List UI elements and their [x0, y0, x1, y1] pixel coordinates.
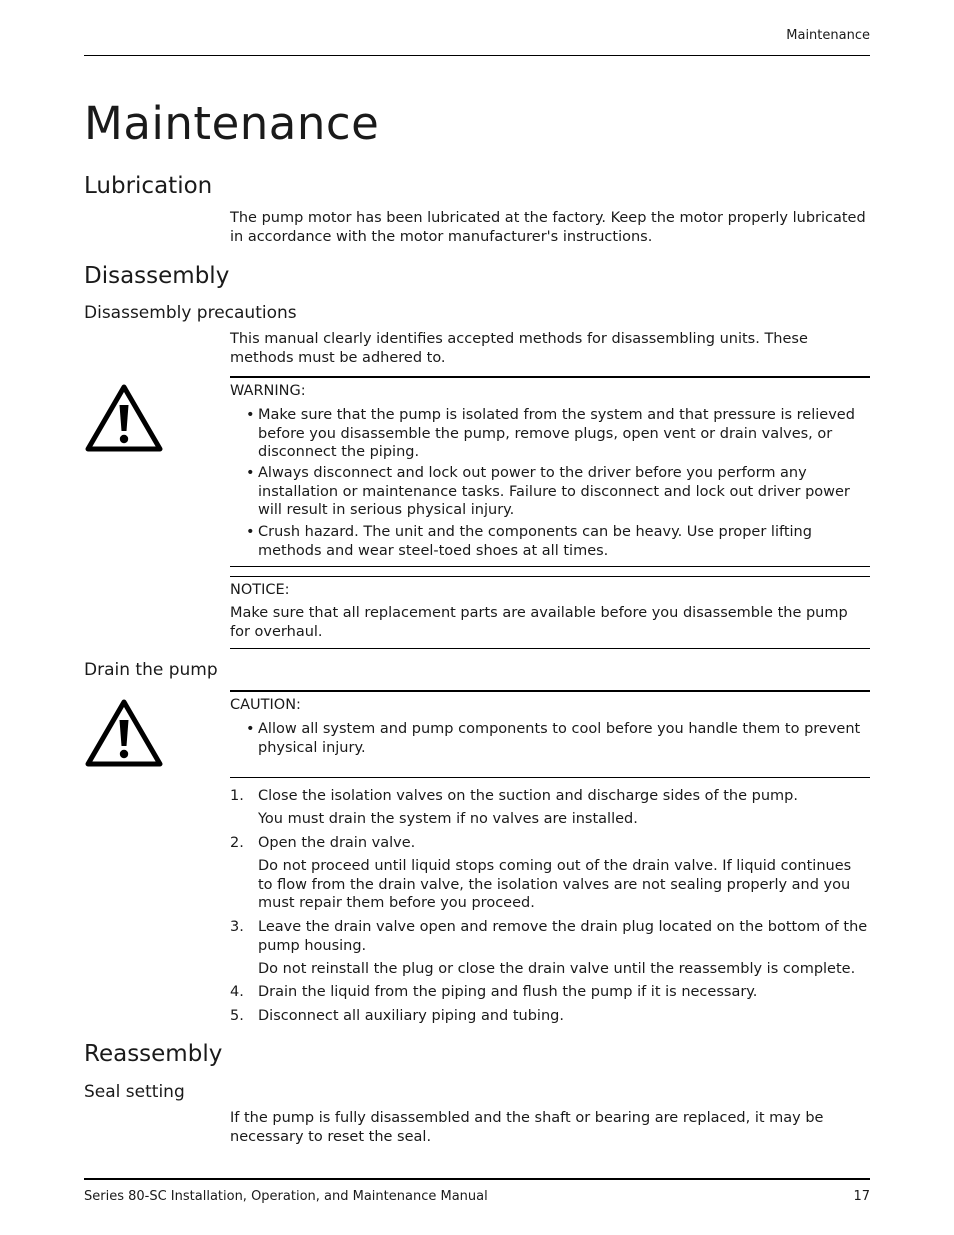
header-rule	[84, 55, 870, 56]
step-number: 2.	[230, 835, 244, 851]
caution-item-text: Allow all system and pump components to cool before you handle them to prevent physical injury.	[258, 721, 861, 756]
warning-item: • Crush hazard. The unit and the components can be heavy. Use proper lifting methods and wear steel-toed shoes at all times.	[246, 523, 870, 560]
warning-label: WARNING:	[230, 383, 306, 399]
notice-top-rule	[230, 576, 870, 577]
caution-label: CAUTION:	[230, 697, 301, 713]
warning-item-text: Always disconnect and lock out power to the driver before you perform any installation or maintenance tasks. Failure to disconnect and lock out driver power will result in serious physical injury.	[258, 465, 850, 518]
disassembly-precautions-heading: Disassembly precautions	[84, 303, 297, 323]
warning-item: • Make sure that the pump is isolated from the system and that pressure is relieved before you disassemble the pump, remove plugs, open vent or drain valves, or disconnect the piping.	[246, 406, 870, 462]
notice-bottom-rule	[230, 648, 870, 649]
warning-bottom-rule	[230, 566, 870, 567]
disassembly-precautions-text: This manual clearly identifies accepted methods for disassembling units. These methods must be adhered to.	[230, 331, 808, 366]
lubrication-text: The pump motor has been lubricated at the factory. Keep the motor properly lubricated in accordance with the motor manufacturer's instructions.	[230, 210, 866, 245]
notice-label: NOTICE:	[230, 582, 290, 598]
step-text: Leave the drain valve open and remove the drain plug located on the bottom of the pump housing.	[258, 919, 868, 954]
step-text: Open the drain valve.	[258, 835, 416, 851]
step-number: 3.	[230, 919, 244, 935]
footer-rule	[84, 1178, 870, 1180]
page-title: Maintenance	[84, 97, 380, 150]
seal-setting-heading: Seal setting	[84, 1082, 185, 1102]
disassembly-heading: Disassembly	[84, 263, 230, 289]
warning-triangle-icon	[84, 383, 164, 453]
seal-setting-text: If the pump is fully disassembled and the shaft or bearing are replaced, it may be necessary to reset the seal.	[230, 1110, 824, 1145]
reassembly-heading: Reassembly	[84, 1041, 223, 1067]
step-text: Drain the liquid from the piping and flush the pump if it is necessary.	[258, 984, 758, 1000]
step-number: 1.	[230, 788, 244, 804]
warning-top-rule	[230, 376, 870, 378]
running-header: Maintenance	[786, 28, 870, 43]
warning-item-text: Crush hazard. The unit and the components can be heavy. Use proper lifting methods and wear steel-toed shoes at all times.	[258, 524, 812, 559]
warning-triangle-icon	[84, 698, 164, 768]
warning-item-text: Make sure that the pump is isolated from the system and that pressure is relieved before you disassemble the pump, remove plugs, open vent or drain valves, or disconnect the piping.	[258, 407, 855, 460]
step-note: Do not reinstall the plug or close the drain valve until the reassembly is complete.	[258, 961, 856, 977]
step-number: 5.	[230, 1008, 244, 1024]
caution-bottom-rule	[230, 777, 870, 778]
caution-item: • Allow all system and pump components to cool before you handle them to prevent physical injury.	[246, 720, 870, 757]
lubrication-heading: Lubrication	[84, 173, 213, 199]
step-note: You must drain the system if no valves are installed.	[258, 811, 638, 827]
page-number: 17	[853, 1189, 870, 1204]
warning-item: • Always disconnect and lock out power to the driver before you perform any installation or maintenance tasks. Failure to disconnect and lock out driver power will result in serious physical injury.	[246, 464, 870, 520]
footer-manual-title: Series 80-SC Installation, Operation, and Maintenance Manual	[84, 1189, 488, 1204]
step-text: Close the isolation valves on the suction and discharge sides of the pump.	[258, 788, 798, 804]
caution-top-rule	[230, 690, 870, 692]
step-text: Disconnect all auxiliary piping and tubing.	[258, 1008, 564, 1024]
notice-text: Make sure that all replacement parts are available before you disassemble the pump for overhaul.	[230, 605, 848, 640]
step-note: Do not proceed until liquid stops coming out of the drain valve. If liquid continues to flow from the drain valve, the isolation valves are not sealing properly and you must repair them before you proceed.	[258, 858, 852, 911]
step-number: 4.	[230, 984, 244, 1000]
drain-heading: Drain the pump	[84, 660, 218, 680]
